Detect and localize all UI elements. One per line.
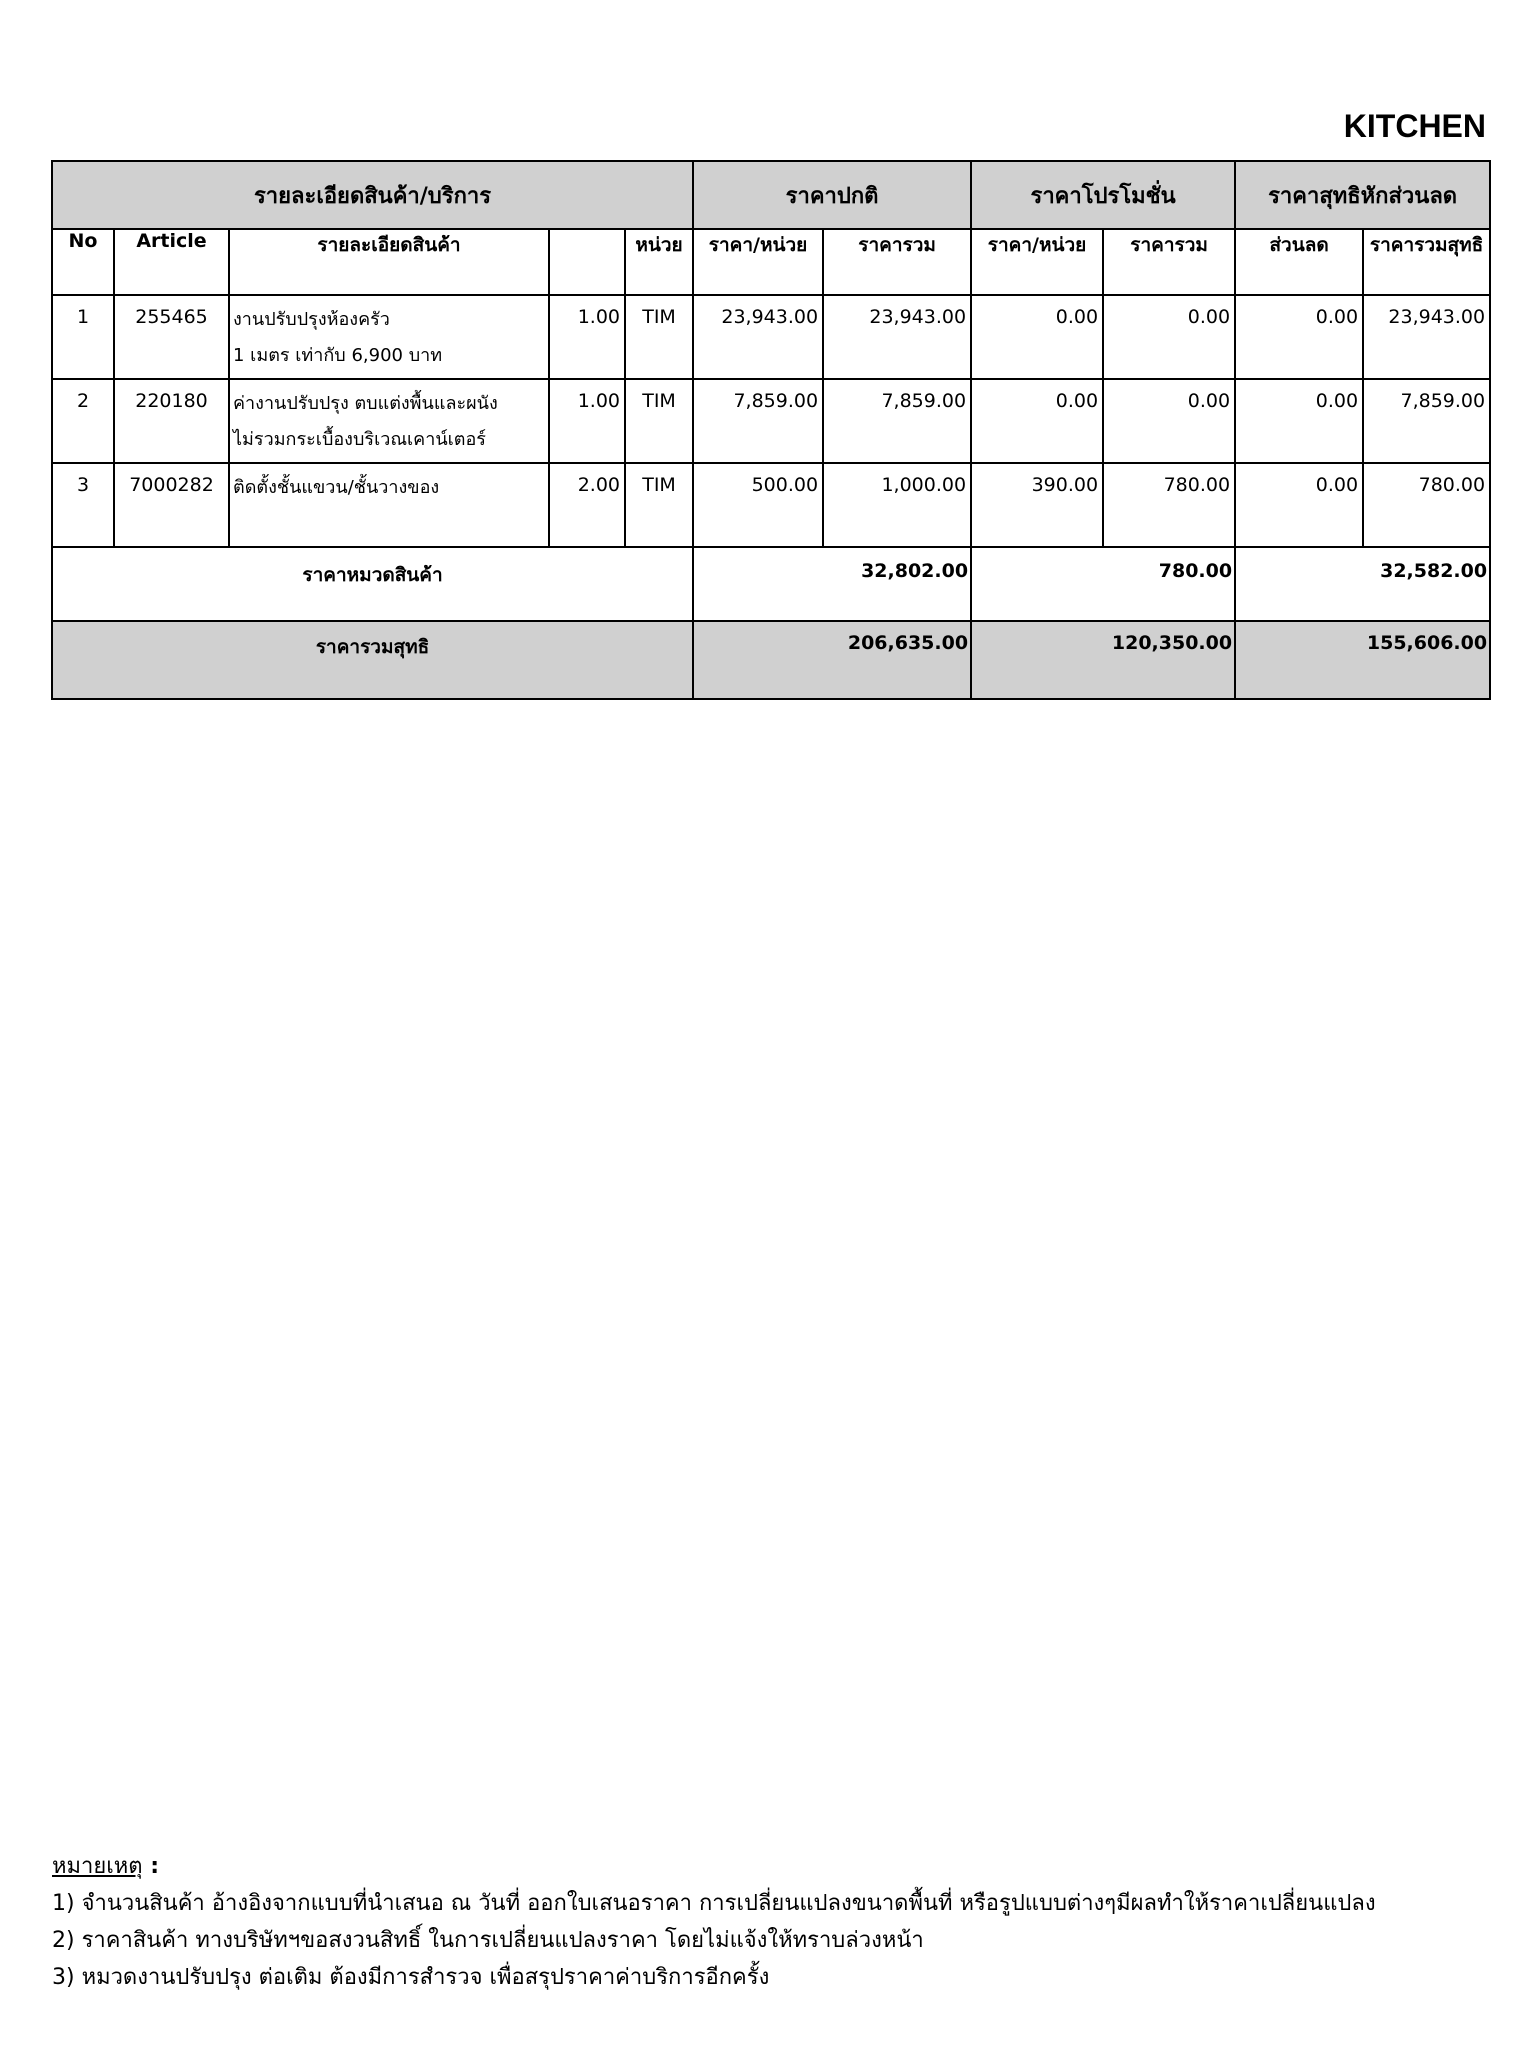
page-title: KITCHEN — [1343, 108, 1486, 144]
group-header-row — [52, 161, 1490, 229]
row-description — [229, 463, 549, 547]
row-description-line1: งานปรับปรุงห้องครัว — [233, 309, 390, 330]
row-promo-total: 780.00 — [1103, 463, 1235, 547]
column-header-row — [52, 229, 1490, 295]
grand-total-row — [52, 621, 1490, 699]
row-promo-unit-price: 0.00 — [971, 379, 1103, 463]
row-promo-total: 0.00 — [1103, 379, 1235, 463]
note-item: 3) หมวดงานปรับปรุง ต่อเติม ต้องมีการสำรวจ เพื่อสรุปราคาค่าบริการอีกครั้ง — [52, 1965, 770, 1990]
row-description-line1: ค่างานปรับปรุง ตบแต่งพื้นและผนัง — [233, 393, 498, 414]
notes-heading: หมายเหตุ — [52, 1854, 143, 1879]
col-header-normal-unit-price: ราคา/หน่วย — [693, 229, 823, 295]
row-no: 2 — [52, 379, 114, 463]
grand-total-promotion: 120,350.00 — [971, 621, 1235, 699]
group-header-promotion-price: ราคาโปรโมชั่น — [971, 161, 1235, 229]
row-normal-unit-price: 500.00 — [693, 463, 823, 547]
row-normal-total: 23,943.00 — [823, 295, 971, 379]
notes-section — [52, 1848, 1492, 1996]
row-description-line2: 1 เมตร เท่ากับ 6,900 บาท — [233, 345, 443, 366]
table-row — [52, 295, 1490, 379]
notes-colon: : — [142, 1854, 160, 1879]
group-header-net-price: ราคาสุทธิหักส่วนลด — [1235, 161, 1490, 229]
col-header-description: รายละเอียดสินค้า — [229, 229, 549, 295]
row-qty: 1.00 — [549, 295, 625, 379]
category-total-promotion: 780.00 — [971, 547, 1235, 621]
category-total-row — [52, 547, 1490, 621]
row-promo-unit-price: 390.00 — [971, 463, 1103, 547]
category-total-net: 32,582.00 — [1235, 547, 1490, 621]
row-qty: 1.00 — [549, 379, 625, 463]
row-description-line1: ติดตั้งชั้นแขวน/ชั้นวางของ — [233, 477, 440, 498]
row-promo-total: 0.00 — [1103, 295, 1235, 379]
category-total-normal: 32,802.00 — [693, 547, 971, 621]
quotation-table — [51, 160, 1491, 700]
table-row — [52, 463, 1490, 547]
row-article: 7000282 — [114, 463, 229, 547]
col-header-article: Article — [114, 229, 229, 295]
table-row — [52, 379, 1490, 463]
col-header-discount: ส่วนลด — [1235, 229, 1363, 295]
row-promo-unit-price: 0.00 — [971, 295, 1103, 379]
row-discount: 0.00 — [1235, 379, 1363, 463]
note-item: 2) ราคาสินค้า ทางบริษัทฯขอสงวนสิทธิ์ ในการเปลี่ยนแปลงราคา โดยไม่แจ้งให้ทราบล่วงหน้า — [52, 1928, 924, 1953]
grand-total-normal: 206,635.00 — [693, 621, 971, 699]
row-description-line2: ไม่รวมกระเบื้องบริเวณเคาน์เตอร์ — [233, 429, 486, 450]
row-net-total: 780.00 — [1363, 463, 1490, 547]
row-normal-total: 7,859.00 — [823, 379, 971, 463]
grand-total-net: 155,606.00 — [1235, 621, 1490, 699]
col-header-qty — [549, 229, 625, 295]
row-net-total: 23,943.00 — [1363, 295, 1490, 379]
row-no: 3 — [52, 463, 114, 547]
row-article: 255465 — [114, 295, 229, 379]
row-net-total: 7,859.00 — [1363, 379, 1490, 463]
notes-heading-line — [52, 1848, 1492, 1885]
group-header-normal-price: ราคาปกติ — [693, 161, 971, 229]
row-normal-unit-price: 23,943.00 — [693, 295, 823, 379]
col-header-promo-total: ราคารวม — [1103, 229, 1235, 295]
row-qty: 2.00 — [549, 463, 625, 547]
col-header-promo-unit-price: ราคา/หน่วย — [971, 229, 1103, 295]
col-header-net-total: ราคารวมสุทธิ — [1363, 229, 1490, 295]
note-item: 1) จำนวนสินค้า อ้างอิงจากแบบที่นำเสนอ ณ วันที่ ออกใบเสนอราคา การเปลี่ยนแปลงขนาดพื้นที่ หรือรูปแบบต่างๆมีผลทำให้ราคาเปลี่ยนแปลง — [52, 1891, 1376, 1916]
row-article: 220180 — [114, 379, 229, 463]
group-header-details: รายละเอียดสินค้า/บริการ — [52, 161, 693, 229]
row-description — [229, 295, 549, 379]
col-header-unit: หน่วย — [625, 229, 693, 295]
category-total-label: ราคาหมวดสินค้า — [52, 547, 693, 621]
row-description — [229, 379, 549, 463]
grand-total-label: ราคารวมสุทธิ — [52, 621, 693, 699]
col-header-no: No — [52, 229, 114, 295]
row-unit: TIM — [625, 379, 693, 463]
row-unit: TIM — [625, 463, 693, 547]
row-normal-unit-price: 7,859.00 — [693, 379, 823, 463]
row-normal-total: 1,000.00 — [823, 463, 971, 547]
row-no: 1 — [52, 295, 114, 379]
row-discount: 0.00 — [1235, 463, 1363, 547]
col-header-normal-total: ราคารวม — [823, 229, 971, 295]
row-unit: TIM — [625, 295, 693, 379]
row-discount: 0.00 — [1235, 295, 1363, 379]
